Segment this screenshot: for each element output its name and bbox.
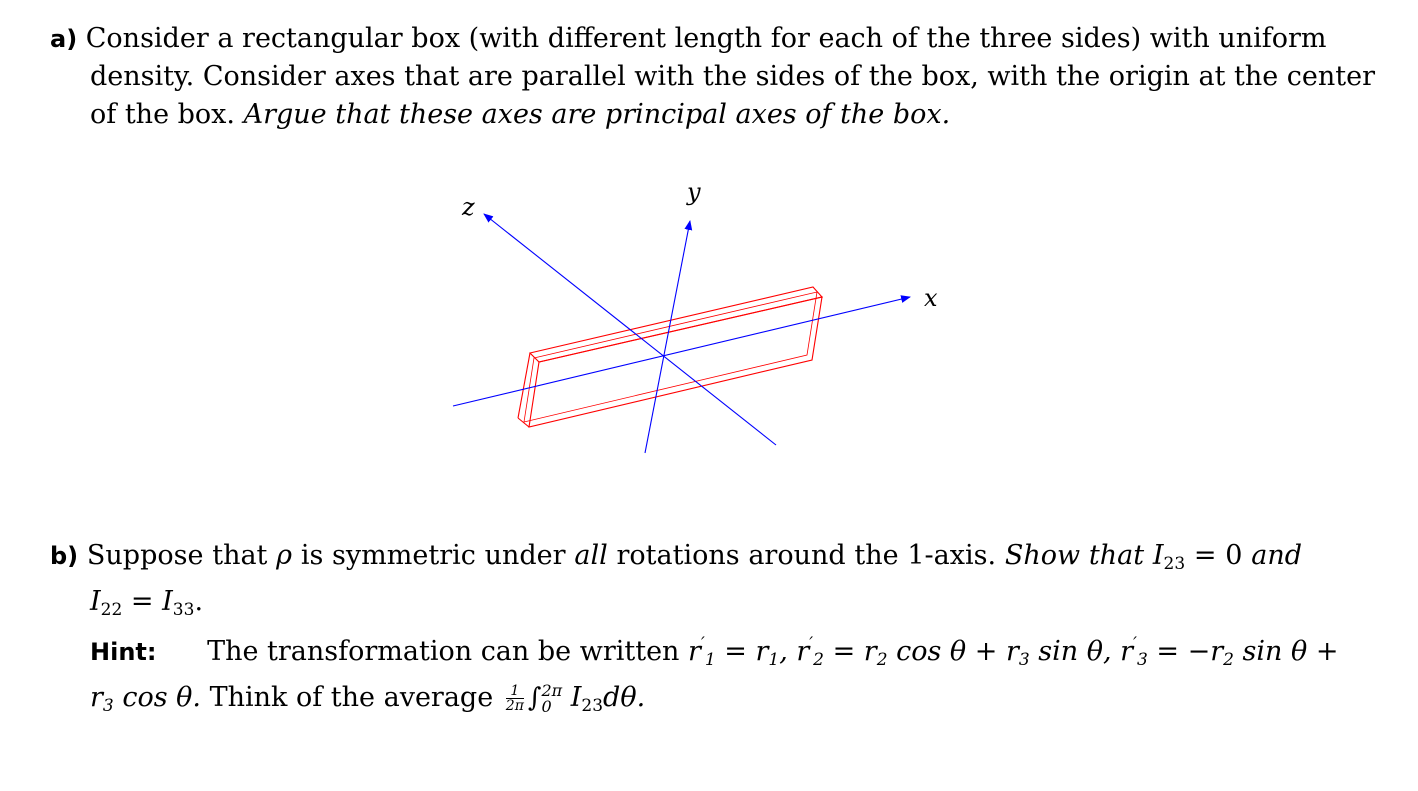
word: the: [926, 23, 971, 54]
part-a-line-2: density. Consider axes that are parallel with the sides of the box, with the origin at the center: [90, 61, 1376, 92]
part-b-paragraph: [50, 537, 1302, 629]
equals-zero: = 0: [1193, 540, 1243, 571]
subscript: 22: [100, 600, 123, 620]
word: three: [979, 23, 1053, 54]
integral-sign: ∫: [527, 683, 542, 713]
subscript: 23: [581, 696, 604, 716]
show-that: Show that: [1004, 540, 1145, 571]
period: .: [194, 586, 204, 617]
x-axis-label: x: [924, 284, 938, 312]
word: for: [770, 23, 810, 54]
word: of: [891, 23, 918, 54]
word: rectangular: [242, 23, 403, 54]
part-b-line-1: [50, 537, 1302, 583]
transformation-eq-cont: $r_3$ cos θ.: [90, 682, 201, 716]
and-word: and: [1251, 540, 1303, 571]
I-letter: I: [570, 682, 582, 713]
part-b-text: rotations around the 1-axis.: [616, 540, 997, 571]
transformation-eq: $r'_1 = r_1$, $r'_2 = r_2$ $\cos \theta + r_3$ sin θ, $r'_3 = -r_2$ sin θ +: [688, 634, 1339, 670]
hint-line-1: [50, 625, 1339, 679]
integral-limits: [541, 680, 563, 716]
part-a-task: Argue that these axes are principal axes of the box.: [243, 99, 951, 130]
part-b-label: b): [50, 542, 79, 570]
word: (with: [468, 23, 540, 54]
part-b-text: Suppose that: [86, 540, 268, 571]
rectangular-box: [518, 287, 822, 427]
upper-limit: 2π: [541, 680, 563, 700]
part-a-line-3-plain: of the box.: [90, 99, 235, 130]
dtheta: dθ.: [603, 682, 646, 713]
hint-text: Think of the average: [209, 682, 494, 713]
y-axis: [645, 221, 690, 453]
part-b-line-2: [50, 583, 1302, 629]
word: a: [217, 23, 234, 54]
emphasis-all: all: [574, 540, 608, 571]
part-a-paragraph: [50, 20, 1376, 134]
x-axis: [453, 297, 910, 406]
rho-symbol: ρ: [276, 540, 293, 571]
word: uniform: [1218, 23, 1327, 54]
lower-limit: 0: [541, 696, 552, 716]
y-axis-label: y: [687, 178, 701, 206]
box-back-face: [524, 292, 817, 422]
word: Consider: [85, 23, 209, 54]
subscript: 23: [1163, 554, 1186, 574]
I-letter: I: [162, 586, 173, 617]
word: box: [411, 23, 461, 54]
part-b-text: is symmetric under: [300, 540, 566, 571]
fraction: [506, 684, 524, 713]
box-axes-diagram: [440, 175, 960, 465]
hint-label: Hint:: [90, 638, 157, 666]
z-axis: [484, 214, 776, 445]
part-a-line-1: [50, 20, 1327, 58]
word: sides): [1061, 23, 1142, 54]
box-edge: [518, 353, 530, 418]
z-axis-label: z: [462, 193, 475, 221]
numerator: 1: [506, 684, 524, 699]
denominator: 2π: [505, 698, 524, 714]
part-a-line-3: [50, 96, 1302, 134]
part-a-label: a): [50, 25, 78, 53]
word: each: [818, 23, 884, 54]
hint-line-2: [50, 679, 1302, 725]
I23-symbol: [1152, 540, 1186, 574]
word: different: [547, 23, 666, 54]
box-edge: [518, 418, 529, 427]
subscript: 33: [172, 600, 195, 620]
I-letter: I: [90, 586, 101, 617]
hint-paragraph: [50, 625, 1339, 725]
word: with: [1149, 23, 1210, 54]
hint-text: The transformation can be written: [207, 636, 680, 667]
I-letter: I: [1152, 540, 1164, 571]
word: length: [674, 23, 763, 54]
equals: =: [130, 586, 154, 617]
